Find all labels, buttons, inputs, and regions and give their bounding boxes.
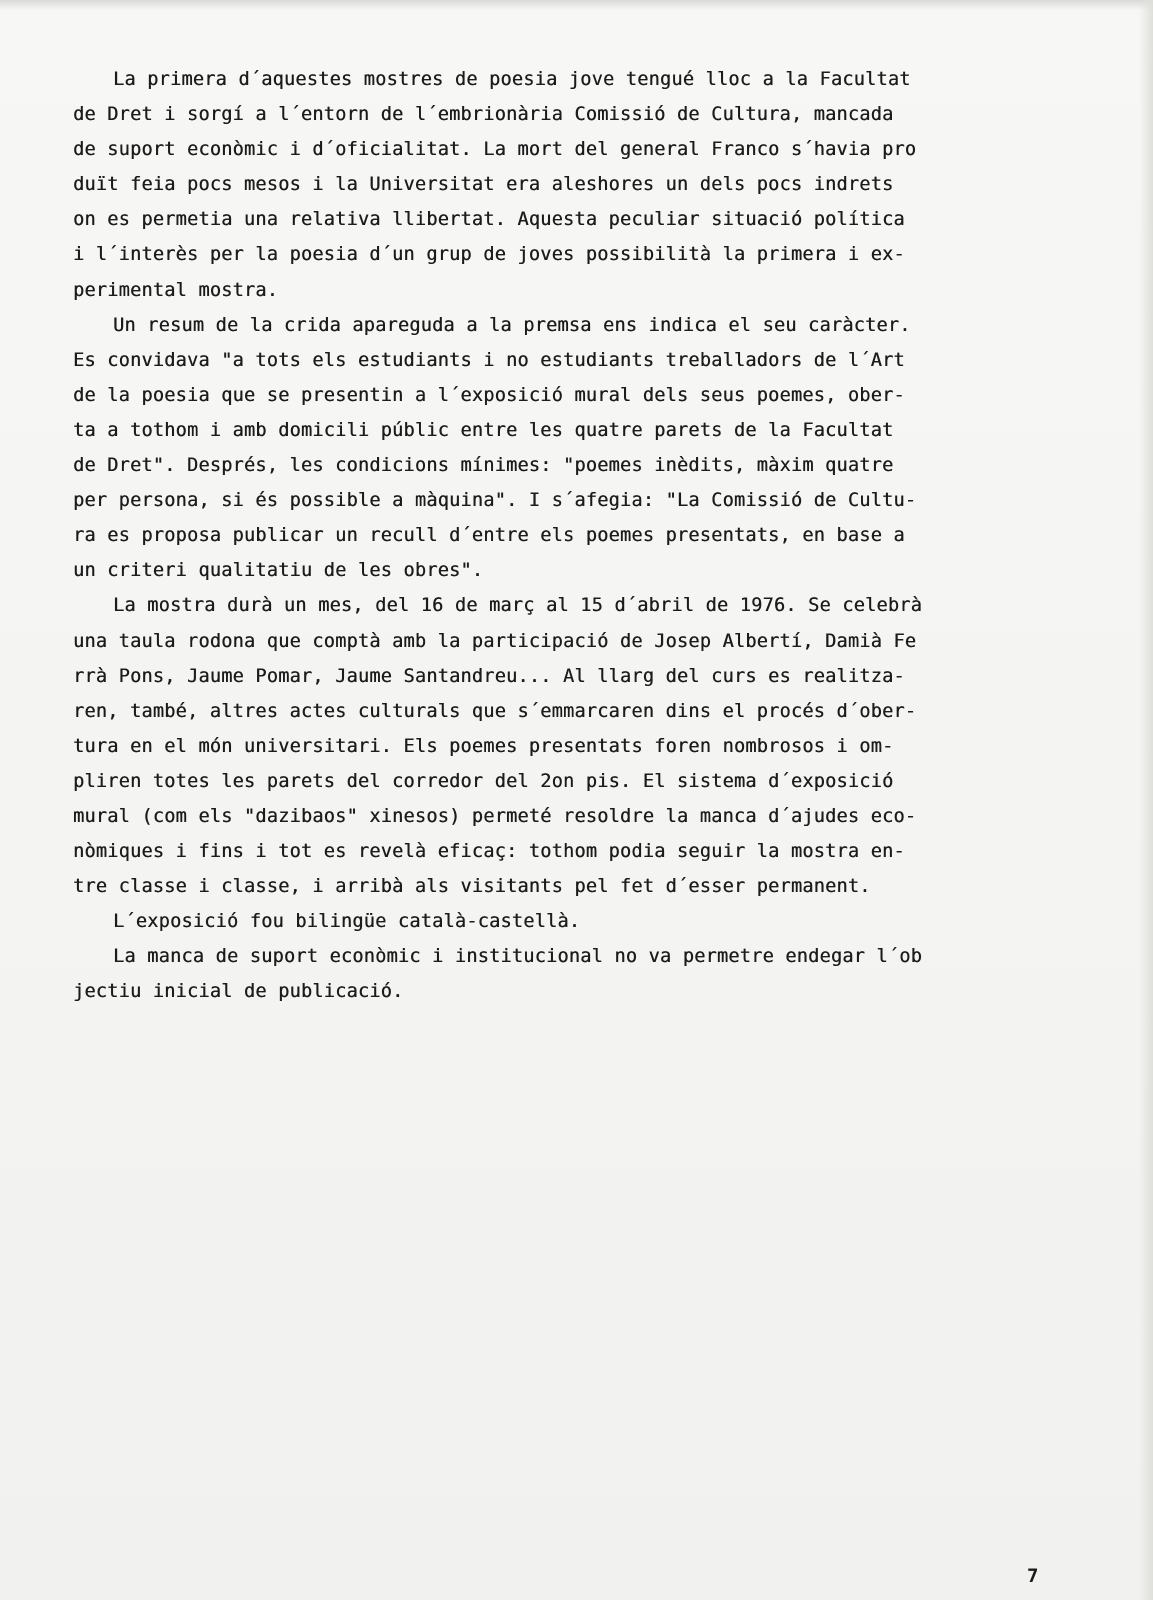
paragraph-3-line-7: mural (com els "dazibaos" xinesos) permeté resoldre la manca d´ajudes eco- (73, 805, 917, 827)
page-number: 7 (1027, 1565, 1039, 1587)
paragraph-2-line-4: ta a tothom i amb domicili públic entre les quatre parets de la Facultat (73, 419, 894, 441)
paragraph-3-line-6: pliren totes les parets del corredor del 2on pis. El sistema d´exposició (73, 770, 894, 792)
paragraph-3-line-8: nòmiques i fins i tot es revelà eficaç: tothom podia seguir la mostra en- (73, 841, 905, 863)
paragraph-2-line-8: un criteri qualitatiu de les obres". (73, 560, 484, 582)
body-text (73, 62, 1033, 1010)
paragraph-3-line-4: ren, també, altres actes culturals que s´emmarcaren dins el procés d´ober- (73, 700, 917, 722)
paragraph-1-line-3: de suport econòmic i d´oficialitat. La mort del general Franco s´havia pro (73, 139, 917, 161)
page-top-shadow (0, 0, 1153, 10)
paragraph-1-line-5: on es permetia una relativa llibertat. Aquesta peculiar situació política (73, 209, 905, 231)
paragraph-3-line-3: rrà Pons, Jaume Pomar, Jaume Santandreu... Al llarg del curs es realitza- (73, 665, 905, 687)
paragraph-2-line-6: per persona, si és possible a màquina". I s´afegia: "La Comissió de Cultu- (73, 490, 917, 512)
paragraph-1-line-2: de Dret i sorgí a l´entorn de l´embrionària Comissió de Cultura, mancada (73, 104, 894, 126)
paragraph-5-line-2: jectiu inicial de publicació. (73, 981, 404, 1003)
paragraph-2-line-2: Es convidava "a tots els estudiants i no estudiants treballadors de l´Art (73, 349, 905, 371)
paragraph-2-line-1: Un resum de la crida apareguda a la premsa ens indica el seu caràcter. (113, 314, 911, 336)
paragraph-2-line-3: de la poesia que se presentin a l´exposició mural dels seus poemes, ober- (73, 384, 905, 406)
paragraph-2-line-7: ra es proposa publicar un recull d´entre els poemes presentats, en base a (73, 525, 905, 547)
paragraph-1-line-6: i l´interès per la poesia d´un grup de joves possibilità la primera i ex- (73, 244, 905, 266)
paragraph-1-line-4: duït feia pocs mesos i la Universitat era aleshores un dels pocs indrets (73, 174, 894, 196)
paragraph-1-line-1: La primera d´aquestes mostres de poesia jove tengué lloc a la Facultat (113, 69, 911, 90)
paragraph-2-line-5: de Dret". Després, les condicions mínimes: "poemes inèdits, màxim quatre (73, 455, 894, 477)
paragraph-3-line-5: tura en el món universitari. Els poemes presentats foren nombrosos i om- (73, 735, 894, 757)
paragraph-1-line-7: perimental mostra. (73, 279, 279, 301)
paragraph-5-line-1: La manca de suport econòmic i institucional no va permetre endegar l´ob (113, 946, 923, 968)
paragraph-4-line-1: L´exposició fou bilingüe català-castellà. (113, 911, 581, 933)
paragraph-3-line-9: tre classe i classe, i arribà als visitants pel fet d´esser permanent. (73, 876, 871, 898)
paragraph-3-line-2: una taula rodona que comptà amb la participació de Josep Albertí, Damià Fe (73, 630, 917, 652)
paragraph-3-line-1: La mostra durà un mes, del 16 de març al 15 d´abril de 1976. Se celebrà (113, 595, 923, 617)
page-right-shadow (1139, 0, 1153, 1600)
